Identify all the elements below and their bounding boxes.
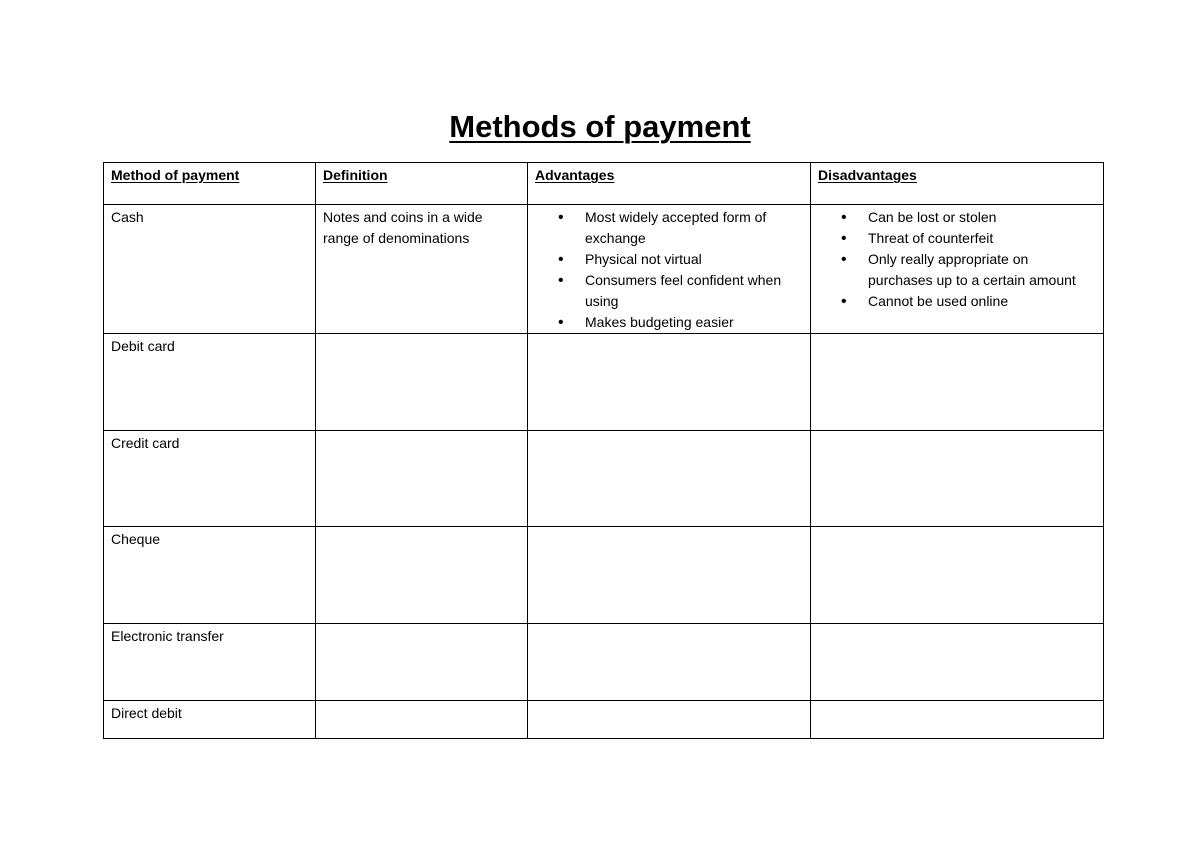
cell-advantages (528, 334, 811, 431)
disadvantages-list (818, 207, 1096, 312)
cell-disadvantages (811, 624, 1104, 701)
list-item: • Most widely accepted form of exchange (585, 207, 803, 249)
header-method: Method of payment (104, 163, 316, 205)
payment-methods-table (103, 162, 1104, 739)
cell-definition (316, 624, 528, 701)
cell-method: Electronic transfer (104, 624, 316, 701)
cell-advantages (528, 431, 811, 527)
header-definition: Definition (316, 163, 528, 205)
header-disadvantages: Disadvantages (811, 163, 1104, 205)
cell-disadvantages (811, 701, 1104, 739)
cell-method: Credit card (104, 431, 316, 527)
cell-definition (316, 701, 528, 739)
cell-advantages (528, 527, 811, 624)
list-item: • Can be lost or stolen (868, 207, 1096, 228)
table-row (104, 701, 1104, 739)
cell-definition (316, 334, 528, 431)
list-item: • Physical not virtual (585, 249, 803, 270)
list-item: • Consumers feel confident when using (585, 270, 803, 312)
cell-method: Cash (104, 205, 316, 334)
list-item: • Threat of counterfeit (868, 228, 1096, 249)
cell-definition (316, 527, 528, 624)
cell-disadvantages (811, 527, 1104, 624)
cell-advantages (528, 624, 811, 701)
list-item: • Only really appropriate on purchases up to a certain amount (868, 249, 1096, 291)
table-header-row (104, 163, 1104, 205)
table-row (104, 527, 1104, 624)
cell-disadvantages (811, 431, 1104, 527)
cell-advantages (528, 205, 811, 334)
cell-method: Direct debit (104, 701, 316, 739)
cell-disadvantages (811, 334, 1104, 431)
cell-definition: Notes and coins in a wide range of denominations (316, 205, 528, 334)
table-row (104, 205, 1104, 334)
header-advantages: Advantages (528, 163, 811, 205)
list-item: • Cannot be used online (868, 291, 1096, 312)
cell-method: Cheque (104, 527, 316, 624)
list-item: • Makes budgeting easier (585, 312, 803, 333)
table-row (104, 624, 1104, 701)
page-title: Methods of payment (449, 109, 751, 144)
cell-method: Debit card (104, 334, 316, 431)
advantages-list (535, 207, 803, 333)
table-row (104, 431, 1104, 527)
cell-disadvantages (811, 205, 1104, 334)
cell-definition (316, 431, 528, 527)
cell-advantages (528, 701, 811, 739)
table-row (104, 334, 1104, 431)
